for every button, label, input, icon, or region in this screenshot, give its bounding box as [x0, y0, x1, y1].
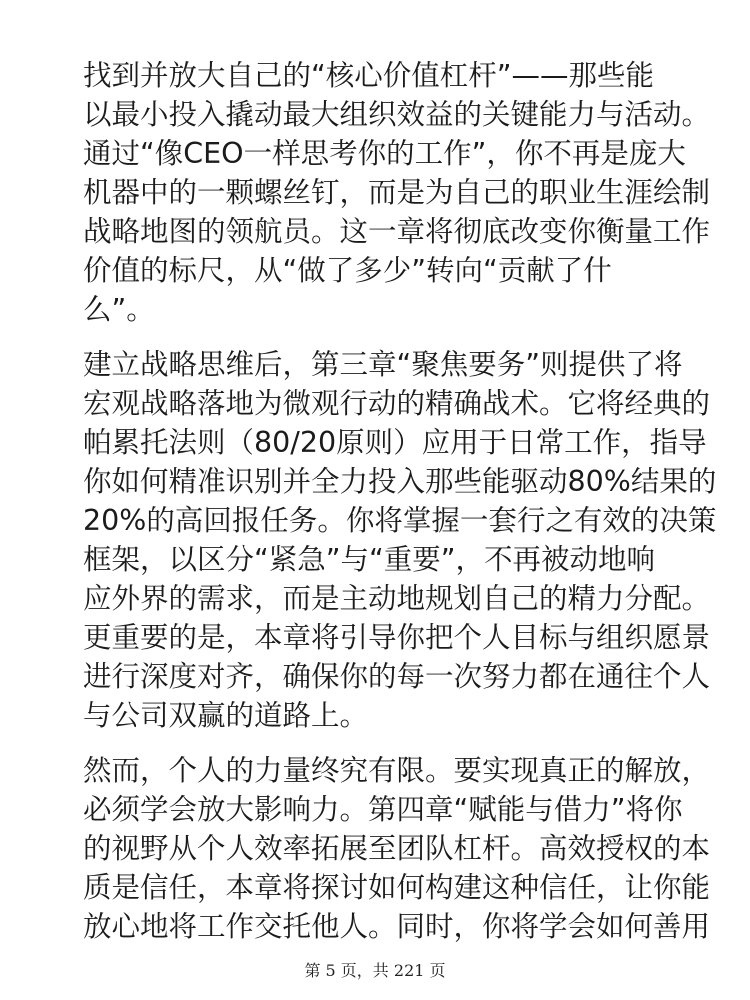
text-line: 20%的高回报任务。你将掌握一套行之有效的决策 [83, 504, 717, 537]
text-line: 建立战略思维后，第三章“聚焦要务”则提供了将 [83, 348, 683, 381]
paragraph-1 [83, 56, 711, 329]
text-line: 放心地将工作交托他人。同时，你将学会如何善用 [83, 910, 711, 943]
body-text [83, 56, 717, 962]
text-line: 找到并放大自己的“核心价值杠杆”——那些能 [83, 59, 655, 92]
text-line: 与公司双赢的道路上。 [83, 699, 369, 732]
text-line: 应外界的需求，而是主动地规划自己的精力分配。 [83, 582, 711, 615]
paragraph-2 [83, 345, 717, 735]
text-line: 质是信任，本章将探讨如何构建这种信任，让你能 [83, 871, 711, 904]
text-line: 帕累托法则（80/20原则）应用于日常工作，指导 [83, 426, 707, 459]
text-line: 以最小投入撬动最大组织效益的关键能力与活动。 [83, 98, 711, 131]
text-line: 然而，个人的力量终究有限。要实现真正的解放， [83, 754, 711, 787]
text-line: 必须学会放大影响力。第四章“赋能与借力”将你 [83, 793, 683, 826]
paragraph-3 [83, 751, 711, 946]
text-line: 你如何精准识别并全力投入那些能驱动80%结果的 [83, 465, 717, 498]
text-line: 框架，以区分“紧急”与“重要”，不再被动地响 [83, 543, 656, 576]
text-line: 么”。 [83, 293, 155, 326]
text-line: 的视野从个人效率拓展至团队杠杆。高效授权的本 [83, 832, 711, 865]
text-line: 宏观战略落地为微观行动的精确战术。它将经典的 [83, 387, 711, 420]
text-line: 更重要的是，本章将引导你把个人目标与组织愿景 [83, 621, 711, 654]
page-number: 第 5 页，共 221 页 [304, 961, 446, 980]
text-line: 进行深度对齐，确保你的每一次努力都在通往个人 [83, 660, 711, 693]
text-line: 战略地图的领航员。这一章将彻底改变你衡量工作 [83, 215, 711, 248]
text-line: 机器中的一颗螺丝钉，而是为自己的职业生涯绘制 [83, 176, 711, 209]
text-line: 通过“像CEO一样思考你的工作”，你不再是庞大 [83, 137, 686, 170]
text-line: 价值的标尺，从“做了多少”转向“贡献了什 [83, 254, 612, 287]
